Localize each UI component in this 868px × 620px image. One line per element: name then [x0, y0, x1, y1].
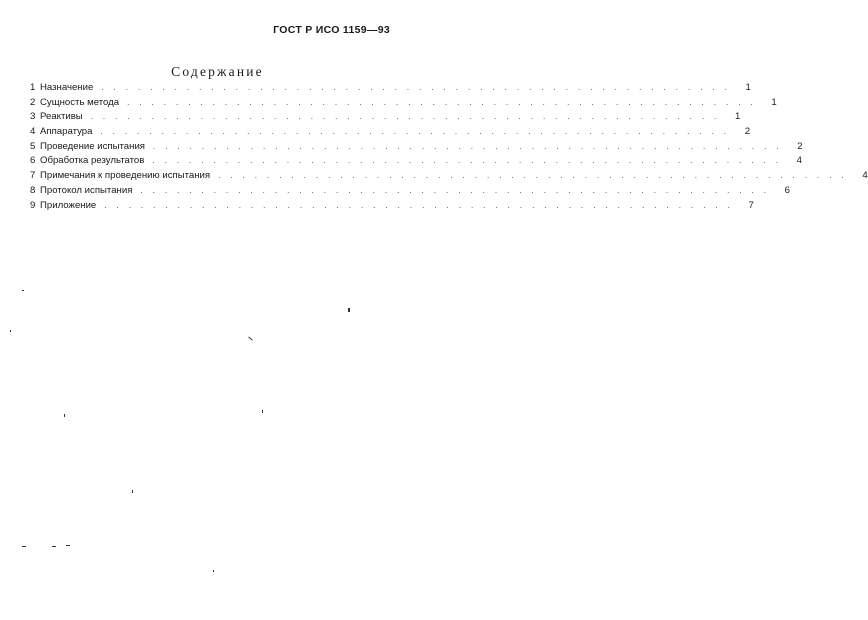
toc-entry-page: 1: [734, 111, 741, 123]
toc-entry[interactable]: [30, 184, 790, 200]
toc-entry[interactable]: [30, 140, 803, 156]
toc-entry[interactable]: [30, 170, 868, 185]
toc-entry-number: 1: [30, 82, 36, 93]
toc-entry-title: Приложение: [40, 199, 97, 211]
toc-entry-title: Назначение: [40, 82, 94, 93]
toc-entry-number: 9: [30, 199, 36, 211]
toc-entry-number: 4: [30, 126, 36, 138]
scan-speck: [66, 545, 70, 546]
toc-entry-number: 6: [30, 155, 36, 167]
scan-speck: [22, 290, 24, 291]
scan-speck: [64, 414, 65, 417]
toc-entry-number: 7: [30, 170, 36, 182]
scan-speck: [52, 546, 56, 547]
scan-speck: [248, 337, 252, 341]
toc-entry-title: Реактивы: [40, 111, 83, 123]
toc-entry-page: 2: [744, 126, 751, 138]
toc-entry-title: Примечания к проведению испытания: [40, 170, 211, 182]
toc-entry-page: 2: [797, 140, 803, 152]
scan-speck: [132, 490, 133, 493]
toc-dot-leader: ....................................................: [218, 171, 854, 181]
toc-entry-page: 4: [862, 170, 868, 182]
toc-entry[interactable]: [30, 126, 751, 141]
toc-dot-leader: ....................................................: [127, 97, 763, 107]
toc-entry[interactable]: [30, 96, 777, 112]
toc-dot-leader: ....................................................: [90, 112, 727, 122]
toc-dot-leader: ....................................................: [152, 156, 788, 166]
toc-dot-leader: ....................................................: [153, 141, 789, 151]
toc-entry-number: 5: [30, 140, 36, 152]
toc-entry-title: Проведение испытания: [40, 140, 145, 152]
toc-entry-page: 1: [745, 82, 751, 93]
scan-speck: [10, 330, 11, 332]
toc-entry-title: Обработка результатов: [40, 155, 145, 167]
toc-dot-leader: ....................................................: [100, 127, 737, 137]
toc-entry-title: Протокол испытания: [40, 184, 133, 196]
toc-entry[interactable]: [30, 111, 741, 126]
scan-speck: [22, 546, 26, 547]
scan-speck: [213, 570, 214, 572]
toc-dot-leader: ....................................................: [104, 200, 740, 210]
toc-entry[interactable]: [30, 199, 754, 215]
toc-entry-page: 7: [748, 199, 754, 211]
toc-entry-page: 6: [784, 184, 790, 196]
toc-title: Содержание: [171, 64, 264, 79]
toc-entry[interactable]: [30, 155, 802, 170]
toc-entry-number: 2: [30, 96, 36, 108]
toc-entry[interactable]: [30, 82, 751, 97]
scan-speck: [262, 410, 263, 413]
toc-entry-number: 8: [30, 184, 36, 196]
toc-entry-title: Сущность метода: [40, 96, 120, 108]
scan-speck: [348, 308, 350, 312]
toc-entry-number: 3: [30, 111, 36, 123]
table-of-contents: [30, 82, 868, 214]
document-code-header: ГОСТ Р ИСО 1159—93: [273, 24, 390, 36]
toc-dot-leader: ....................................................: [101, 83, 737, 92]
toc-entry-page: 4: [796, 155, 802, 167]
toc-dot-leader: ....................................................: [140, 185, 776, 195]
toc-entry-page: 1: [771, 96, 777, 108]
toc-entry-title: Аппаратура: [40, 126, 93, 138]
